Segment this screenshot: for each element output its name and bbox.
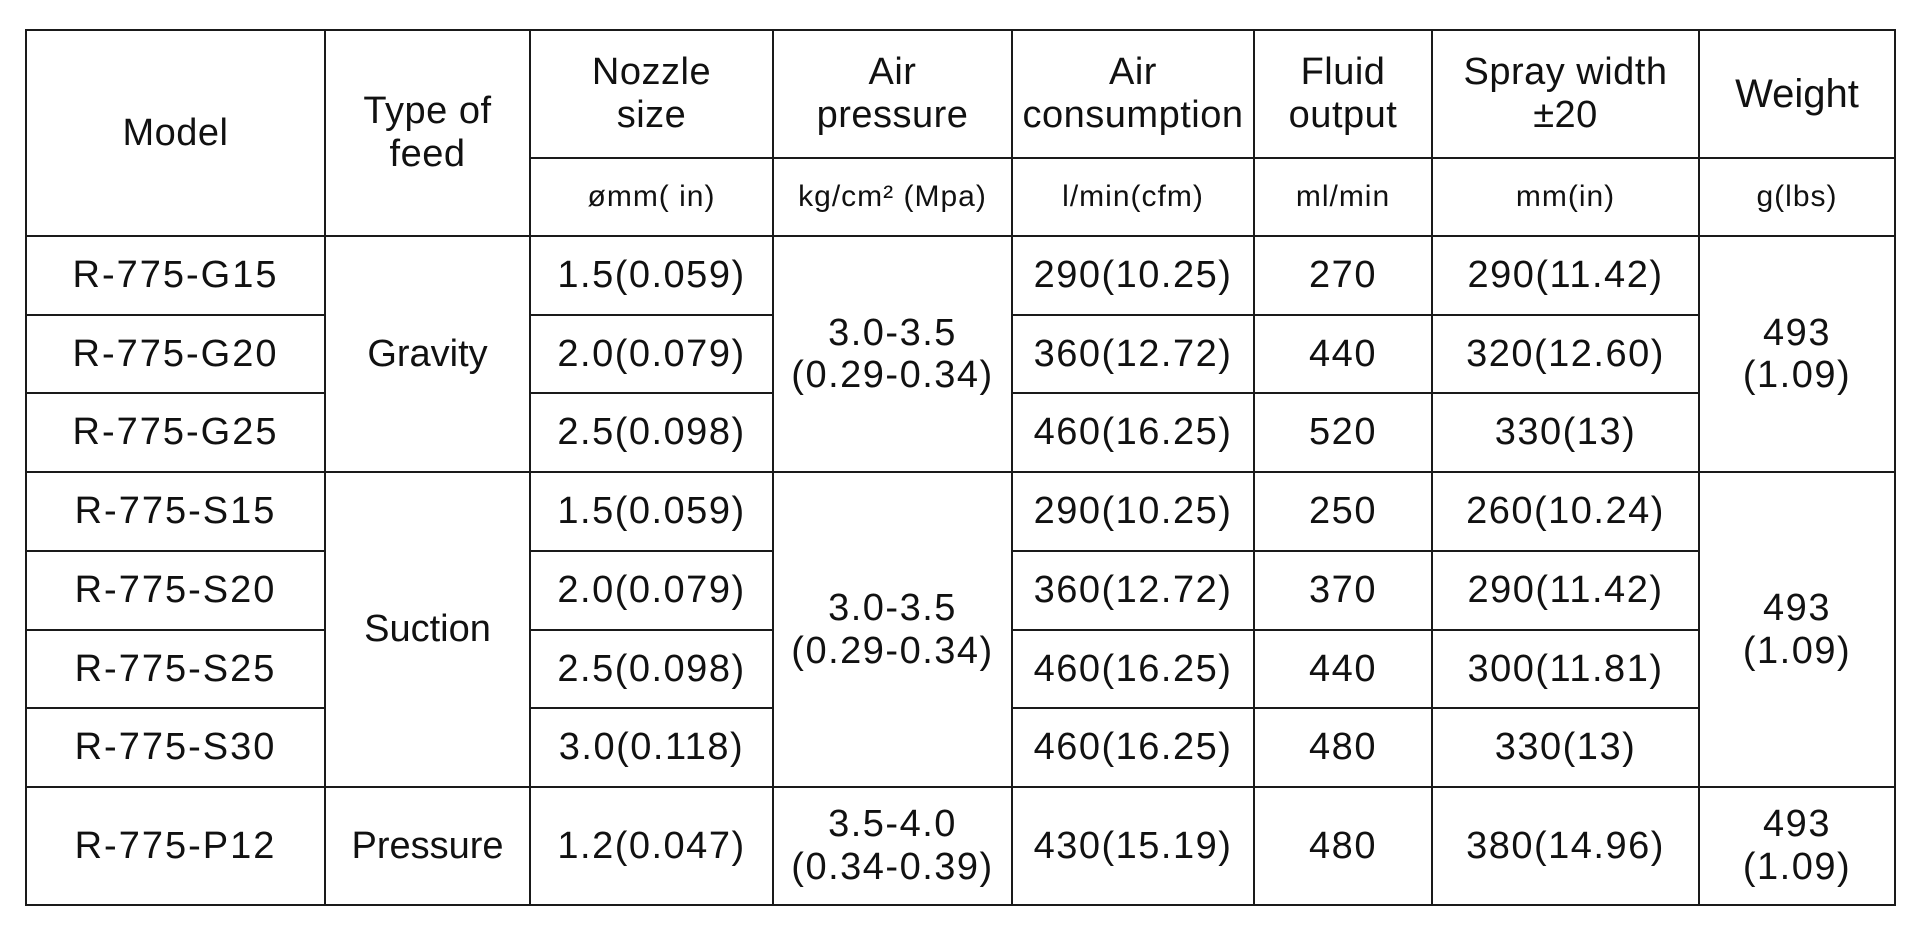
weight-cell: 493 (1.09) [1699,236,1895,472]
air-consumption-cell: 290(10.25) [1012,472,1254,551]
air-consumption-cell: 460(16.25) [1012,708,1254,787]
spray-width-cell: 330(13) [1432,708,1699,787]
fluid-output-cell: 440 [1254,630,1432,709]
feed-type-cell: Gravity [325,236,530,472]
spray-width-cell: 290(11.42) [1432,236,1699,315]
nozzle-cell: 1.5(0.059) [530,472,773,551]
spray-width-cell: 380(14.96) [1432,787,1699,905]
air-consumption-cell: 460(16.25) [1012,630,1254,709]
feed-type-cell: Suction [325,472,530,787]
model-cell: R-775-P12 [26,787,325,905]
header-fluid-output: Fluid output [1254,30,1432,158]
air-consumption-cell: 290(10.25) [1012,236,1254,315]
nozzle-cell: 2.0(0.079) [530,551,773,630]
model-cell: R-775-S15 [26,472,325,551]
fluid-output-cell: 250 [1254,472,1432,551]
model-cell: R-775-S30 [26,708,325,787]
air-pressure-cell: 3.5-4.0 (0.34-0.39) [773,787,1012,905]
table-row [26,787,1895,905]
header-nozzle-size: Nozzle size [530,30,773,158]
model-cell: R-775-G20 [26,315,325,394]
air-consumption-cell: 360(12.72) [1012,551,1254,630]
unit-weight: g(lbs) [1699,158,1895,236]
table-row [26,472,1895,551]
header-model: Model [26,30,325,236]
nozzle-cell: 2.5(0.098) [530,630,773,709]
nozzle-cell: 1.5(0.059) [530,236,773,315]
nozzle-cell: 1.2(0.047) [530,787,773,905]
weight-cell: 493 (1.09) [1699,787,1895,905]
fluid-output-cell: 480 [1254,708,1432,787]
unit-spray-width: mm(in) [1432,158,1699,236]
nozzle-cell: 2.0(0.079) [530,315,773,394]
unit-air-consumption: l/min(cfm) [1012,158,1254,236]
nozzle-cell: 3.0(0.118) [530,708,773,787]
unit-nozzle-size: ømm( in) [530,158,773,236]
unit-fluid-output: ml/min [1254,158,1432,236]
nozzle-cell: 2.5(0.098) [530,393,773,472]
air-consumption-cell: 430(15.19) [1012,787,1254,905]
header-row [26,30,1895,158]
spray-width-cell: 260(10.24) [1432,472,1699,551]
model-cell: R-775-S25 [26,630,325,709]
header-air-pressure: Air pressure [773,30,1012,158]
spec-table [25,29,1896,906]
feed-type-cell: Pressure [325,787,530,905]
model-cell: R-775-S20 [26,551,325,630]
fluid-output-cell: 370 [1254,551,1432,630]
air-consumption-cell: 460(16.25) [1012,393,1254,472]
header-weight: Weight [1699,30,1895,158]
fluid-output-cell: 270 [1254,236,1432,315]
weight-cell: 493 (1.09) [1699,472,1895,787]
spray-width-cell: 290(11.42) [1432,551,1699,630]
fluid-output-cell: 520 [1254,393,1432,472]
air-consumption-cell: 360(12.72) [1012,315,1254,394]
table-row [26,236,1895,315]
fluid-output-cell: 440 [1254,315,1432,394]
fluid-output-cell: 480 [1254,787,1432,905]
model-cell: R-775-G25 [26,393,325,472]
model-cell: R-775-G15 [26,236,325,315]
air-pressure-cell: 3.0-3.5 (0.29-0.34) [773,236,1012,472]
spray-width-cell: 300(11.81) [1432,630,1699,709]
air-pressure-cell: 3.0-3.5 (0.29-0.34) [773,472,1012,787]
header-feed-type: Type of feed [325,30,530,236]
header-spray-width: Spray width ±20 [1432,30,1699,158]
spray-width-cell: 320(12.60) [1432,315,1699,394]
header-air-consumption: Air consumption [1012,30,1254,158]
unit-air-pressure: kg/cm² (Mpa) [773,158,1012,236]
spray-width-cell: 330(13) [1432,393,1699,472]
